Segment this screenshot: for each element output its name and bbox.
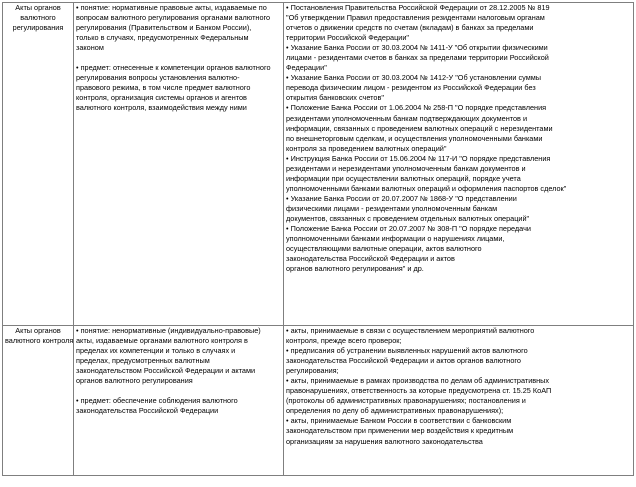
example-line: (протоколы об административных правонарушениях; постановления и [286, 396, 526, 406]
example-line: законодательства Российской Федерации и актов органов валютного [286, 356, 521, 366]
definition-line: • понятие: ненормативные (индивидуально-правовые) [76, 326, 261, 335]
example-line: • Указание Банка России от 30.03.2004 № 1411-У "Об открытии физическими [286, 43, 548, 53]
example-line: контроля, прежде всего проверок; [286, 336, 402, 346]
example-line: "Об утверждении Правил предоставления резидентами налоговым органам [286, 13, 545, 23]
example-line: органов валютного регулирования" и др. [286, 264, 424, 274]
definition-line: только в случаях, предусмотренных Федеральным [76, 33, 249, 43]
example-line: территории Российской Федерации" [286, 33, 410, 43]
example-line: • Положение Банка России от 1.06.2004 № 258-П "О порядке представления [286, 103, 547, 113]
example-line: • Инструкция Банка России от 15.06.2004 № 117-И "О порядке представления [286, 153, 551, 163]
definition-line: органов валютного регулирования [76, 376, 193, 386]
definition-line: регулирования (Правительством и Банком России), [76, 23, 252, 33]
example-line: законодательством при применении мер воздействия к кредитным [286, 426, 514, 436]
subject-line: валютного [20, 13, 56, 23]
example-line: • Положение Банка России от 20.07.2007 № 308-П "О порядке передачи [286, 224, 531, 234]
example-line: контроля за проведением валютных операций" [286, 143, 447, 153]
example-line: • Постановления Правительства Российской Федерации от 28.12.2005 № 819 [286, 3, 550, 12]
purpose-line: законодательства Российской Федерации [76, 406, 219, 416]
definition-line: законом [76, 43, 104, 53]
definition-line: • понятие: нормативные правовые акты, издаваемые по [76, 3, 267, 12]
table-row-regulation-acts [3, 3, 634, 326]
paragraph-gap [76, 386, 281, 396]
definition-line: вопросам валютного регулирования органами валютного [76, 13, 271, 23]
example-line: • акты, принимаемые в связи с осуществлением мероприятий валютного [286, 326, 535, 335]
example-line: по внешнеторговым сделкам, и осуществления уполномоченными банками [286, 133, 543, 143]
purpose-line: • предмет: отнесенные к компетенции органов валютного [76, 63, 271, 73]
table-row-control-acts [3, 326, 634, 476]
purpose-line: контроля, организация системы органов и агентов [76, 93, 247, 103]
subject-line: Акты органов [15, 3, 61, 12]
example-line: регулирования; [286, 366, 339, 376]
example-line: • предписания об устранении выявленных нарушений актов валютного [286, 346, 528, 356]
example-line: • Указание Банка России от 30.03.2004 № 1412-У "Об установлении суммы [286, 73, 542, 83]
currency-acts-table [2, 2, 634, 476]
examples-cell [284, 326, 634, 476]
example-line: уполномоченными банками валютных операций и оформления паспортов сделок" [286, 183, 567, 193]
example-line: определения по делу об административных правонарушениях); [286, 406, 504, 416]
example-line: отчетов о движении средств по счетам (вкладам) в банках за пределами [286, 23, 534, 33]
example-line: уполномоченными банками информации о нарушениях лицами, [286, 234, 505, 244]
example-line: правонарушениях, ответственность за которые предусмотрена ст. 15.25 КоАП [286, 386, 552, 396]
subject-cell [3, 326, 74, 476]
subject-line: Акты органов [15, 326, 61, 335]
purpose-line: • предмет: обеспечение соблюдения валютного [76, 396, 238, 406]
description-cell [74, 326, 284, 476]
examples-cell [284, 3, 634, 326]
subject-cell [3, 3, 74, 326]
description-cell [74, 3, 284, 326]
paragraph-gap [76, 53, 281, 63]
example-line: осуществляющими валютные операции, актов валютного [286, 244, 482, 254]
purpose-line: правового режима, в том числе предмет валютного [76, 83, 251, 93]
example-line: резидентами уполномоченным банкам подтверждающих документов и [286, 113, 528, 123]
example-line: • акты, принимаемые Банком России в соответствии с банковским [286, 416, 512, 426]
example-line: физическими лицами - резидентами уполномоченным банкам [286, 203, 498, 213]
example-line: Федерации" [286, 63, 327, 73]
purpose-line: регулирования вопросы установления валютно- [76, 73, 240, 83]
purpose-line: валютного контроля, взаимодействия между ними [76, 103, 247, 113]
example-line: перевода физическим лицом - резидентом из Российской Федерации без [286, 83, 536, 93]
definition-line: пределах их компетенции и только в случаях и [76, 346, 236, 356]
subject-line: регулирования [12, 23, 64, 33]
example-line: • Указание Банка России от 20.07.2007 № 1868-У "О представлении [286, 193, 517, 203]
example-line: информации при осуществлении валютных операций, порядке учета [286, 173, 521, 183]
definition-line: акты, издаваемые органами валютного контроля в [76, 336, 248, 346]
example-line: законодательства Российской Федерации и актов [286, 254, 455, 264]
example-line: документов, связанных с проведением отдельных валютных операций" [286, 213, 530, 223]
example-line: резидентами и нерезидентами уполномоченным банкам документов и [286, 163, 526, 173]
example-line: открытия банковских счетов" [286, 93, 384, 103]
subject-line: валютного контроля [5, 336, 74, 346]
definition-line: пределах, предусмотренных валютным [76, 356, 210, 366]
example-line: лицами - резидентами счетов в банках за пределами территории Российской [286, 53, 549, 63]
example-line: • акты, принимаемые в рамках производства по делам об административных [286, 376, 550, 386]
definition-line: законодательством Российской Федерации и актами [76, 366, 256, 376]
example-line: информации, связанных с проведением валютных операций с нерезидентами [286, 123, 553, 133]
example-line: организациям за нарушения валютного законодательства [286, 436, 483, 446]
